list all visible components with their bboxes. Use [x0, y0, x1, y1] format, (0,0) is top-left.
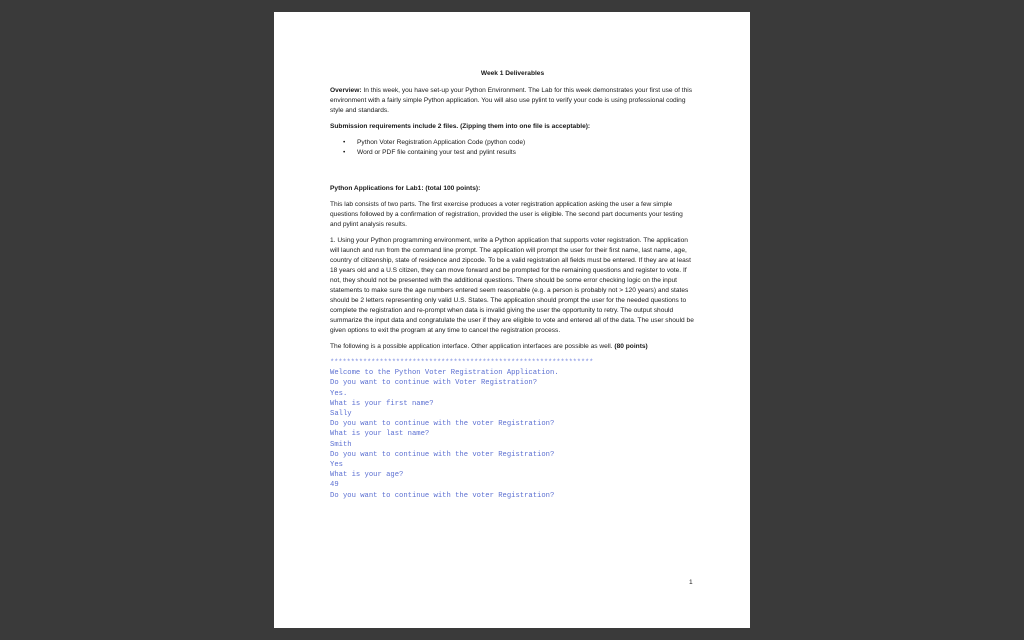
- code-line: Welcome to the Python Voter Registration Application.: [330, 369, 559, 378]
- code-line: Smith: [330, 440, 352, 449]
- code-line: Do you want to continue with Voter Registration?: [330, 379, 538, 388]
- interface-text: The following is a possible application interface. Other application interfaces are possible as well.: [330, 343, 615, 350]
- part1-paragraph: 1. Using your Python programming environment, write a Python application that supports voter registration. The application will launch and run from the command line prompt. The application will prompt the user for their first name, last name, age, country of citizenship, state of residence and zipcode. To be a valid registration all fields must be entered. If they are at least 18 years old and a U.S citizen, they can move forward and be prompted for the remaining questions and register to vote. If not, they should not be presented with the additional questions. There should be some error checking logic on the input statements to make sure the age numbers entered seem reasonable (e.g. a person is probably not > 120 years) and states should be 2 letters representing only valid U.S. States. The application should prompt the user for the needed questions to complete the registration and re-prompt when data is invalid giving the user the opportunity to retry. The output should summarize the input data and congratulate the user if they are eligible to vote and entered all of the data. The user should be given options to exit the program at any time to cancel the registration process.: [330, 237, 694, 334]
- interface-paragraph: [330, 342, 695, 352]
- list-item-text: Word or PDF file containing your test and pylint results: [357, 149, 516, 156]
- overview-label: Overview:: [330, 87, 362, 94]
- sample-console-output: [330, 358, 695, 501]
- interface-points: (80 points): [614, 343, 648, 350]
- bullet-icon: •: [343, 139, 346, 146]
- code-stars-line: ****************************************************************: [330, 359, 594, 367]
- bullet-icon: •: [343, 149, 346, 156]
- submission-heading: Submission requirements include 2 files. (Zipping them into one file is acceptable):: [330, 123, 591, 130]
- code-line: Do you want to continue with the voter Registration?: [330, 420, 555, 429]
- document-content: [330, 69, 695, 501]
- page-title: Week 1 Deliverables: [480, 70, 545, 77]
- overview-text: In this week, you have set-up your Python Environment. The Lab for this week demonstrates your first use of this environment with a fairly simple Python application. You will also use pylint to verify your code is using professional coding style and standards.: [330, 87, 692, 114]
- code-line: 49: [330, 481, 339, 490]
- code-line: Sally: [330, 410, 352, 419]
- code-line: What is your last name?: [330, 430, 430, 439]
- code-line: Do you want to continue with the voter Registration?: [330, 491, 555, 500]
- document-page: [274, 12, 750, 628]
- code-line: Yes: [330, 461, 343, 470]
- code-line: What is your first name?: [330, 399, 434, 408]
- lab-heading: Python Applications for Lab1: (total 100 points):: [330, 185, 481, 192]
- list-item: [343, 148, 695, 158]
- lab-intro-paragraph: This lab consists of two parts. The first exercise produces a voter registration application asking the user a few simple questions followed by a confirmation of registration, provided the user is eligible. The second part documents your testing and pylint analysis results.: [330, 201, 683, 228]
- page-number: 1: [689, 579, 693, 586]
- list-item: [343, 138, 695, 148]
- code-line: What is your age?: [330, 471, 404, 480]
- code-line: Yes.: [330, 389, 348, 398]
- code-line: Do you want to continue with the voter Registration?: [330, 450, 555, 459]
- submission-list: [330, 138, 695, 158]
- overview-paragraph: [330, 86, 695, 116]
- list-item-text: Python Voter Registration Application Code (python code): [357, 139, 526, 146]
